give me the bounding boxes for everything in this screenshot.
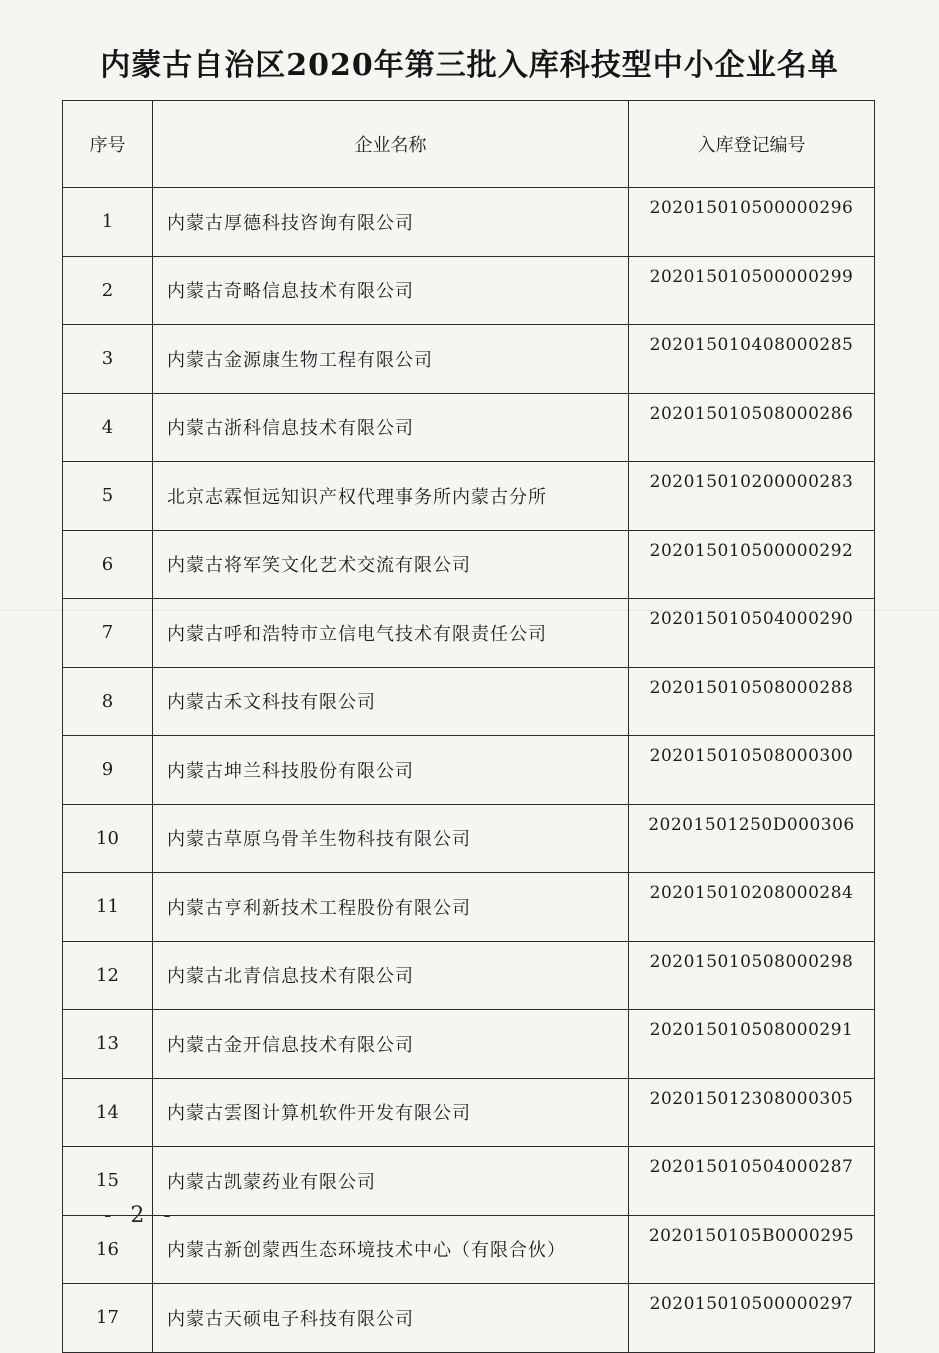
row-company-name: 内蒙古厚德科技咨询有限公司 <box>153 188 629 257</box>
row-registration-number: 202015012308000305 <box>629 1078 875 1147</box>
table-row <box>63 1078 875 1147</box>
row-serial-number: 7 <box>63 599 153 668</box>
row-company-name: 内蒙古金开信息技术有限公司 <box>153 1010 629 1079</box>
row-serial-number: 1 <box>63 188 153 257</box>
row-serial-number: 5 <box>63 462 153 531</box>
table-row <box>63 393 875 462</box>
row-company-name: 内蒙古禾文科技有限公司 <box>153 667 629 736</box>
row-company-name: 内蒙古草原乌骨羊生物科技有限公司 <box>153 804 629 873</box>
row-registration-number: 202015010500000297 <box>629 1284 875 1353</box>
enterprise-table <box>62 100 875 1353</box>
row-company-name: 北京志霖恒远知识产权代理事务所内蒙古分所 <box>153 462 629 531</box>
row-registration-number: 202015010208000284 <box>629 873 875 942</box>
row-company-name: 内蒙古坤兰科技股份有限公司 <box>153 736 629 805</box>
row-serial-number: 8 <box>63 667 153 736</box>
row-serial-number: 10 <box>63 804 153 873</box>
row-company-name: 内蒙古亨利新技术工程股份有限公司 <box>153 873 629 942</box>
table-row <box>63 873 875 942</box>
row-serial-number: 3 <box>63 325 153 394</box>
table-row <box>63 1010 875 1079</box>
row-serial-number: 6 <box>63 530 153 599</box>
header-row <box>63 101 875 188</box>
row-registration-number: 202015010508000298 <box>629 941 875 1010</box>
table-row <box>63 188 875 257</box>
row-registration-number: 202015010508000288 <box>629 667 875 736</box>
row-registration-number: 202015010500000299 <box>629 256 875 325</box>
row-registration-number: 202015010200000283 <box>629 462 875 531</box>
row-registration-number: 202015010508000300 <box>629 736 875 805</box>
row-serial-number: 13 <box>63 1010 153 1079</box>
row-serial-number: 15 <box>63 1147 153 1216</box>
row-registration-number: 202015010508000291 <box>629 1010 875 1079</box>
row-serial-number: 14 <box>63 1078 153 1147</box>
row-company-name: 内蒙古金源康生物工程有限公司 <box>153 325 629 394</box>
table-header <box>63 101 875 188</box>
page-number: - 2 - <box>104 1203 177 1228</box>
row-registration-number: 202015010508000286 <box>629 393 875 462</box>
row-company-name: 内蒙古呼和浩特市立信电气技术有限责任公司 <box>153 599 629 668</box>
header-company-name: 企业名称 <box>153 101 629 188</box>
row-registration-number: 20201501250D000306 <box>629 804 875 873</box>
row-registration-number: 202015010500000292 <box>629 530 875 599</box>
row-serial-number: 2 <box>63 256 153 325</box>
row-company-name: 内蒙古雲图计算机软件开发有限公司 <box>153 1078 629 1147</box>
table-row <box>63 599 875 668</box>
table-row <box>63 1215 875 1284</box>
table-row <box>63 1147 875 1216</box>
row-company-name: 内蒙古天硕电子科技有限公司 <box>153 1284 629 1353</box>
row-company-name: 内蒙古奇略信息技术有限公司 <box>153 256 629 325</box>
table-row <box>63 530 875 599</box>
table-row <box>63 667 875 736</box>
row-company-name: 内蒙古北青信息技术有限公司 <box>153 941 629 1010</box>
table-row <box>63 462 875 531</box>
table-row <box>63 325 875 394</box>
table-body <box>63 188 875 1353</box>
header-registration-number: 入库登记编号 <box>629 101 875 188</box>
table-row <box>63 1284 875 1353</box>
enterprise-table-container <box>62 100 874 1353</box>
table-row <box>63 736 875 805</box>
row-serial-number: 16 <box>63 1215 153 1284</box>
row-registration-number: 202015010408000285 <box>629 325 875 394</box>
row-serial-number: 17 <box>63 1284 153 1353</box>
row-company-name: 内蒙古凯蒙药业有限公司 <box>153 1147 629 1216</box>
table-row <box>63 256 875 325</box>
row-serial-number: 12 <box>63 941 153 1010</box>
row-registration-number: 202015010504000287 <box>629 1147 875 1216</box>
header-serial-number: 序号 <box>63 101 153 188</box>
table-row <box>63 941 875 1010</box>
table-row <box>63 804 875 873</box>
row-company-name: 内蒙古将军笑文化艺术交流有限公司 <box>153 530 629 599</box>
row-company-name: 内蒙古浙科信息技术有限公司 <box>153 393 629 462</box>
document-title: 内蒙古自治区2020年第三批入库科技型中小企业名单 <box>100 48 839 83</box>
row-serial-number: 9 <box>63 736 153 805</box>
row-registration-number: 2020150105B0000295 <box>629 1215 875 1284</box>
row-company-name: 内蒙古新创蒙西生态环境技术中心（有限合伙） <box>153 1215 629 1284</box>
row-serial-number: 4 <box>63 393 153 462</box>
row-registration-number: 202015010504000290 <box>629 599 875 668</box>
row-registration-number: 202015010500000296 <box>629 188 875 257</box>
row-serial-number: 11 <box>63 873 153 942</box>
